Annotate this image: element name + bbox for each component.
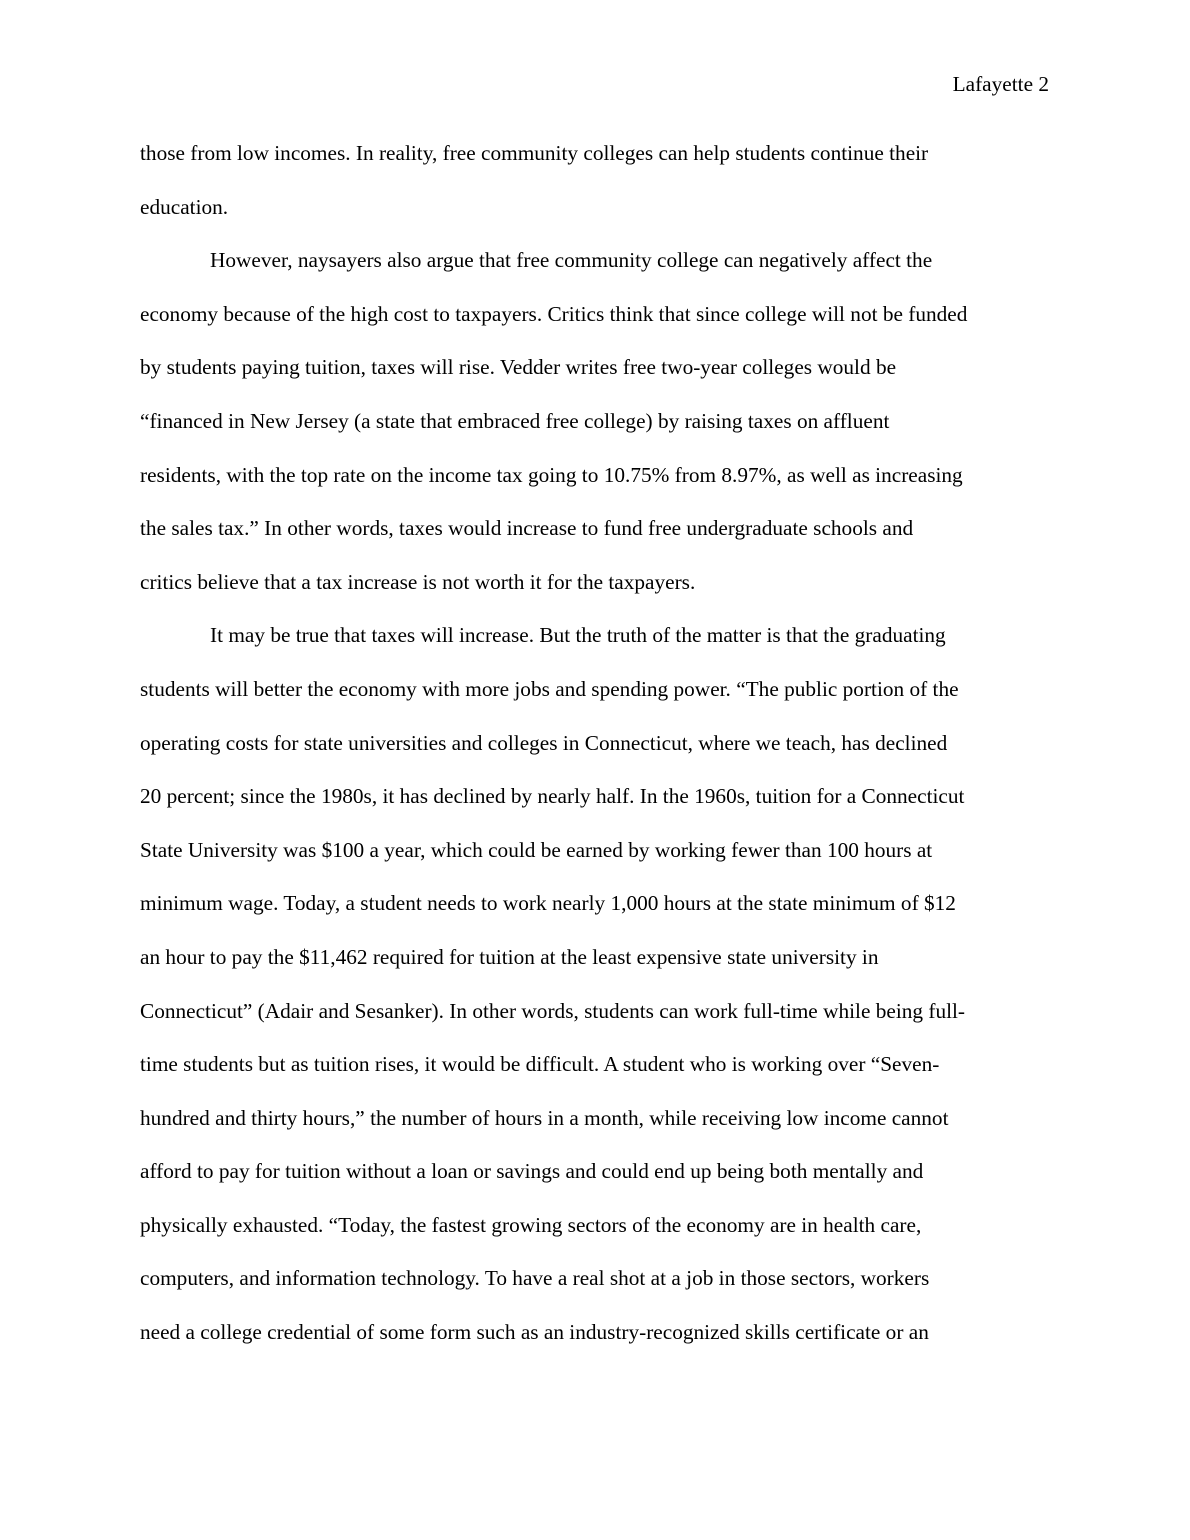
text-line: need a college credential of some form such as an industry-recognized skills certificate or an <box>140 1320 929 1345</box>
text-line: physically exhausted. “Today, the fastest growing sectors of the economy are in health care, <box>140 1212 922 1237</box>
text-line: those from low incomes. In reality, free community colleges can help students continue their <box>140 141 929 165</box>
text-line: computers, and information technology. To have a real shot at a job in those sectors, workers <box>140 1266 930 1291</box>
paragraph-first-line: It may be true that taxes will increase. But the truth of the matter is that the graduating <box>210 623 946 648</box>
text-line: hundred and thirty hours,” the number of hours in a month, while receiving low income cannot <box>140 1105 949 1130</box>
text-line: time students but as tuition rises, it would be difficult. A student who is working over “Seven- <box>140 1052 940 1077</box>
text-line: Connecticut” (Adair and Sesanker). In other words, students can work full-time while being full- <box>140 998 966 1023</box>
text-line: economy because of the high cost to taxpayers. Critics think that since college will not be funded <box>140 301 968 326</box>
text-line: State University was $100 a year, which could be earned by working fewer than 100 hours at <box>140 837 933 862</box>
text-line: the sales tax.” In other words, taxes would increase to fund free undergraduate schools and <box>140 516 914 541</box>
text-line: critics believe that a tax increase is not worth it for the taxpayers. <box>140 569 696 594</box>
text-line: 20 percent; since the 1980s, it has declined by nearly half. In the 1960s, tuition for a Connecticut <box>140 784 965 809</box>
text-line: students will better the economy with more jobs and spending power. “The public portion of the <box>140 676 959 701</box>
text-line: operating costs for state universities and colleges in Connecticut, where we teach, has declined <box>140 730 948 755</box>
text-line: afford to pay for tuition without a loan or savings and could end up being both mentally and <box>140 1159 924 1184</box>
text-line: by students paying tuition, taxes will rise. Vedder writes free two-year colleges would be <box>140 355 897 380</box>
body-text <box>140 140 1060 1373</box>
text-line: education. <box>140 194 229 219</box>
paragraph-first-line: However, naysayers also argue that free community college can negatively affect the <box>210 248 933 273</box>
text-line: minimum wage. Today, a student needs to work nearly 1,000 hours at the state minimum of $12 <box>140 891 956 916</box>
text-line: an hour to pay the $11,462 required for tuition at the least expensive state university in <box>140 944 879 969</box>
running-head: Lafayette 2 <box>952 72 1049 96</box>
text-line: residents, with the top rate on the income tax going to 10.75% from 8.97%, as well as increasing <box>140 462 963 487</box>
text-line: “financed in New Jersey (a state that embraced free college) by raising taxes on affluent <box>140 408 890 433</box>
